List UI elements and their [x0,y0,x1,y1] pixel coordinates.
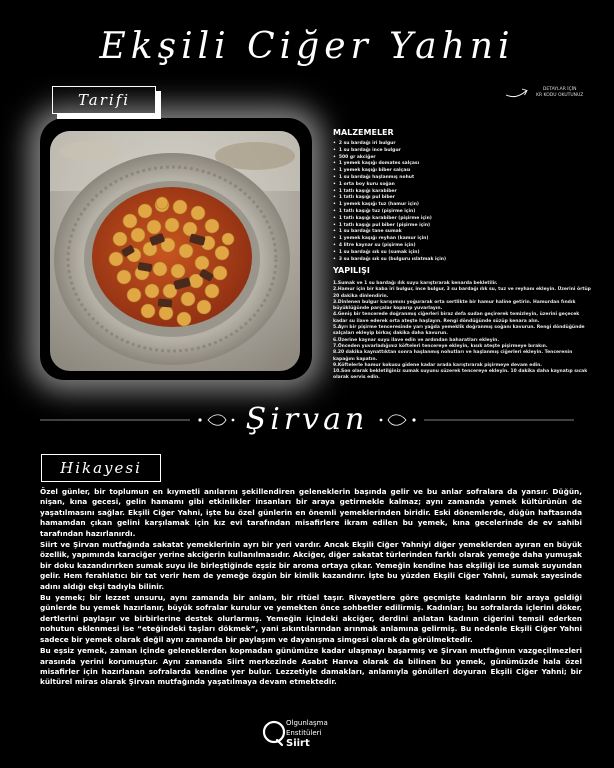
ingredient-item: • 1 su bardağı tane sumak [333,229,593,236]
page-title: Ekşili Ciğer Yahni [99,26,515,67]
dish-photo [50,131,300,371]
story-paragraph: Siirt ve Şirvan mutfağında sakatat yemeklerinin ayrı bir yeri vardır. Ancak Ekşili Ciğer Yahniyi diğer yemeklerden ayıran en büyük özellik, yapımında karaciğer yerine akciğerin kullanılmasıdır. Akciğer, diğer sakatat türlerinden farklı olarak yemeğe daha yumuşak bir doku kazandırırken sumak suyu ile birleştiğinde eşsiz bir aroma ortaya çıkar. Yemeğin kendine has ekşiliği ise sumak suyundan gelir. Hem ferahlatıcı bir tat verir hem de yemeğe özgün bir kimlik kazandırır. İşte bu yüzden Ekşili Ciğer Yahni, sumak sayesinde adını aldığı ekşi tadıyla bilinir. [40,540,582,591]
ingredient-item: • 1 tatlı kaşığı pul biber [333,195,593,202]
step-item: 9.Köftelerle hamur kokusu gidene kadar arada karıştırarak pişirmeye devam edin. [333,362,543,368]
ingredient-item: • 2 su bardağı iri bulgur [333,141,593,148]
qr-note: DETAYLAR İÇİN KR KODU OKUTUNUZ [536,87,584,98]
ingredient-item: • 1 tatlı kaşığı karabiber [333,189,593,196]
ingredient-item: • 1 tatlı kaşığı tuz (pişirme için) [333,209,593,216]
step-item: 1.Sumak ve 1 su bardağı ılık suyu karıştırarak kenarda bekletilir. [333,281,498,286]
stew-bowl-illustration [50,131,300,371]
ingredient-item: • 1 yemek kaşığı tuz (hamur için) [333,202,593,209]
institute-logo-icon [262,717,286,747]
ingredient-item: • 1 su bardağı haşlanmış nohut [333,175,593,182]
step-item: 4.Geniş bir tencerede doğranmış ciğerleri biraz defa sudan geçirerek temizleyin, üzerini geçecek kadar su ilave ederek orta ateşte haşlayın. Rengi döndüğünde süzüp kenara alın. [333,312,580,324]
ingredient-item: • 1 su bardağı sık su (sumak için) [333,250,593,257]
step-item: 10.Son olarak bekletilğiniz sumak suyunu süzerek tencereye ekleyin. 10 dakika daha kaynatıp sıcak olarak servis edin. [333,369,588,381]
story-paragraph: Bu eşsiz yemek, zaman içinde geleneklerden kopmadan günümüze kadar ulaşmayı başarmış ve Şirvan mutfağının vazgeçilmezleri arasında yerini korumuştur. Aynı zamanda Siirt merkezinde Asabıt Hanva olarak da bilinen bu yemek, günümüzde hala özel misafirler için hazırlanan sofralarda kendine yer bulur. Lezzetiyle damakları, anlamıyla gönülleri doyuran Ekşili Ciğer Yahni; bir kültürel miras olarak Şirvan mutfağında yaşatılmaya devam etmektedir. [40,646,582,687]
steps-list [333,281,593,382]
step-item: 3.Dinlenen bulgur karışımını yoğurarak orta sertlikte bir hamur haline getirin. Hamurdan fındık büyüklüğünde parçalar koparıp yuvarlayın. [333,299,576,312]
ingredient-item: • 1 tatlı kaşığı karabiber (pişirme için) [333,216,593,223]
step-item: 2.Hamur için bir kaba iri bulgur, ince bulgur, 3 su bardağı ılık su, tuz ve reyhanı ekleyin. Üzerini örtüp 20 dakika dinlendirin. [333,287,591,299]
ingredient-item: • 1 yemek kaşığı biber salçası [333,168,593,175]
ingredient-item: • 1 yemek kaşığı reyhan (kamur için) [333,236,593,243]
story-paragraph: Bu yemek; bir lezzet unsuru, aynı zamanda bir anlam, bir ritüel taşır. Rivayetlere göre geçmişte kadınların bir araya geldiği günlerde bu yemek hazırlanır, büyük sofralar kurulur ve yemekten önce sohbetler edilirmiş. Kadınlar; bu sofralarda içlerini döker, dertlerini paylaşır ve birbirlerine destek olurlarmış. Yemeğin içindeki akciğer, derdini anlatan kadının ciğerini temsil ederken nohutun eklenmesi ise “eteğindeki taşları dökmek”, yani sıkıntılarından arınmak anlamına gelirmiş. Bu nedenle Ekşili Ciğer Yahni sadece bir yemek olarak değil aynı zamanda bir paylaşım ve dayanışma simgesi olarak da görülmektedir. [40,593,582,644]
ingredient-item: • 4 litre kaynar su (pişirme için) [333,243,593,250]
institute-logo-text: Olgunlaşma Enstitüleri Siirt [286,719,328,749]
ingredient-item: • 1 yemek kaşığı domates salçası [333,161,593,168]
ingredient-item: • 1 su bardağı ince bulgur [333,148,593,155]
story-paragraph: Özel günler, bir toplumun en kıymetli anılarını şekillendiren geleneklerin başında gelir ve bu anlar sofralara da yansır. Düğün, nişan, kına gecesi, gelin hamamı gibi etkinlikler insanları bir araya getirmekle kalmaz; aynı zamanda yemek kültürünün de yaşatılmasını sağlar. Ekşili Ciğer Yahni, işte bu özel günlerin en önemli yemeklerinden biridir. Eski dönemlerde, düğün haftasında hamamdan çıkan gelini karşılamak için kız evi tarafından misafirlere ikram edilen bu yemek, kına gecelerinde de ev sahibi tarafından hazırlanırdı. [40,487,582,538]
steps-heading: YAPILIŞI [333,266,370,275]
ingredient-item: • 3 su bardağı sık su (bulguru ıslatmak için) [333,257,593,264]
tarif-label: Tarifi [52,86,156,114]
ingredient-item: • 500 gr akciğer [333,155,593,162]
step-item: 6.Üzerine kaynar suyu ilave edin ve ardından baharatları ekleyin. [333,337,500,343]
step-item: 7.Önceden yuvarladığınız köfteleri tencereye ekleyin, kısık ateşte pişirmeye bırakın. [333,343,548,349]
step-item: 5.Ayrı bir pişirme tenceresinde yarı yağda yemeklik doğranmış soğanı kavurun. Rengi döndüğünde salçaları ekleyip birkaç dakika daha kavurun. [333,325,585,337]
story-text [40,487,582,689]
ingredient-item: • 1 tatlı kaşığı pul biber (pişirme için) [333,223,593,230]
ingredients-heading: MALZEMELER [333,128,394,137]
arrow-icon [505,86,529,100]
ingredient-item: • 1 orta boy kuru soğan [333,182,593,189]
hikaye-label: Hikayesi [41,454,161,482]
ingredients-list [333,141,593,263]
step-item: 8.20 dakika kaynattıktan sonra haşlanmış nohutları ve haşlanmış ciğerleri ekleyin. Tencerenin kapağını kapatın. [333,350,573,362]
region-title: Şirvan [245,402,369,437]
